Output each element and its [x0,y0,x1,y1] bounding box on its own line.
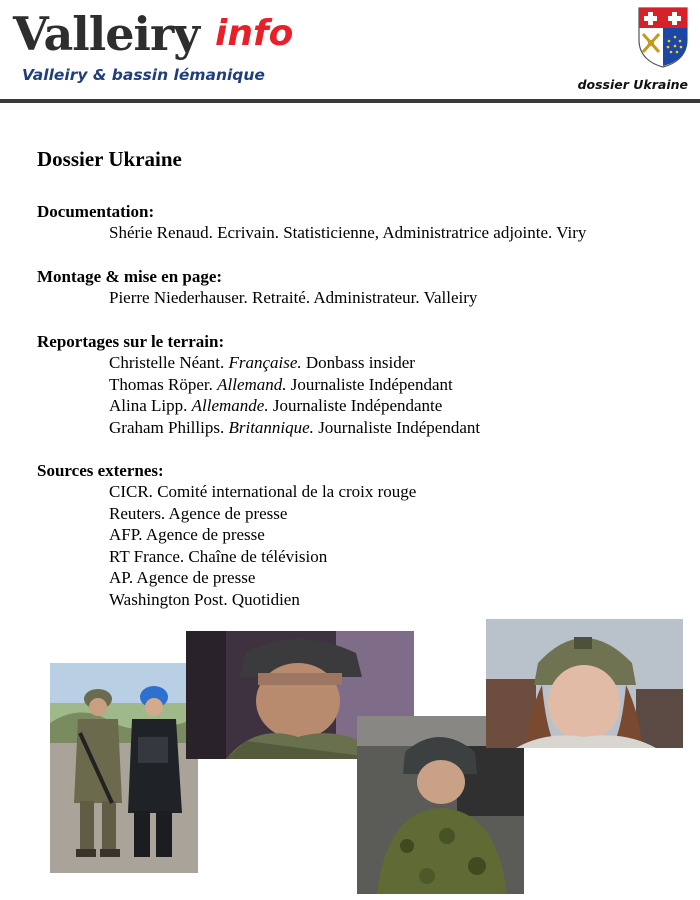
source-name: AFP. [109,525,143,544]
source-name: Washington Post. [109,589,228,609]
page-title: Dossier Ukraine [37,147,182,171]
credit-entry [109,352,480,374]
source-entry [109,567,416,589]
credit-name: Alina Lipp. [109,396,188,415]
source-description: Agence de presse [145,525,265,544]
credit-entry [109,417,480,439]
section-heading: Montage & mise en page: [37,267,223,286]
site-tagline: Valleiry & bassin lémanique [22,66,265,84]
section-tag: dossier Ukraine [577,77,688,92]
photo-woman-portrait [486,619,683,748]
credit-nationality: Allemande. [191,396,269,415]
source-name: AP. [109,568,134,587]
credit-entry [109,222,586,244]
credit-name: Graham Phillips. [109,417,225,437]
credit-nationality: Britannique. [228,417,314,437]
source-name: Reuters. [109,503,166,523]
header-divider [0,99,700,103]
credit-name: Shérie Renaud. [109,223,213,242]
source-description: Agence de presse [136,568,256,587]
site-logo-accent[interactable]: info [215,13,294,54]
credit-nationality: Allemand. [217,374,287,394]
source-name: CICR. [109,482,153,501]
source-description: Quotidien [231,589,300,609]
source-description: Agence de presse [168,503,288,523]
source-description: Chaîne de télévision [188,546,328,566]
source-name: RT France. [109,546,185,566]
section-documentation [37,201,586,244]
source-description: Comité international de la croix rouge [157,482,417,501]
photo-two-men [50,663,198,873]
section-reportages [37,331,480,438]
credit-entry [109,374,480,396]
coat-of-arms-icon [637,6,689,68]
credit-role: Journaliste Indépendant [290,374,453,394]
source-entry [109,546,416,568]
section-sources [37,460,416,610]
credit-role: Ecrivain. Statisticienne, Administratrice adjointe. Viry [217,223,587,242]
source-entry [109,524,416,546]
credit-name: Pierre Niederhauser. [109,288,248,307]
credit-role: Journaliste Indépendante [272,396,443,415]
credit-role: Donbass insider [305,353,415,372]
credit-entry [109,395,480,417]
credit-role: Journaliste Indépendant [318,417,481,437]
credit-entry [109,287,477,309]
site-logo-text[interactable]: Valleiry [13,7,199,61]
section-heading: Reportages sur le terrain: [37,332,225,351]
credit-name: Thomas Röper. [109,374,213,394]
source-entry [109,503,416,525]
source-entry [109,589,416,611]
section-heading: Sources externes: [37,461,164,480]
credit-role: Retraité. Administrateur. Valleiry [252,288,478,307]
credit-nationality: Française. [228,353,302,372]
section-montage [37,266,477,309]
source-entry [109,481,416,503]
page-header [0,0,700,104]
section-heading: Documentation: [37,202,155,221]
credit-name: Christelle Néant. [109,353,225,372]
